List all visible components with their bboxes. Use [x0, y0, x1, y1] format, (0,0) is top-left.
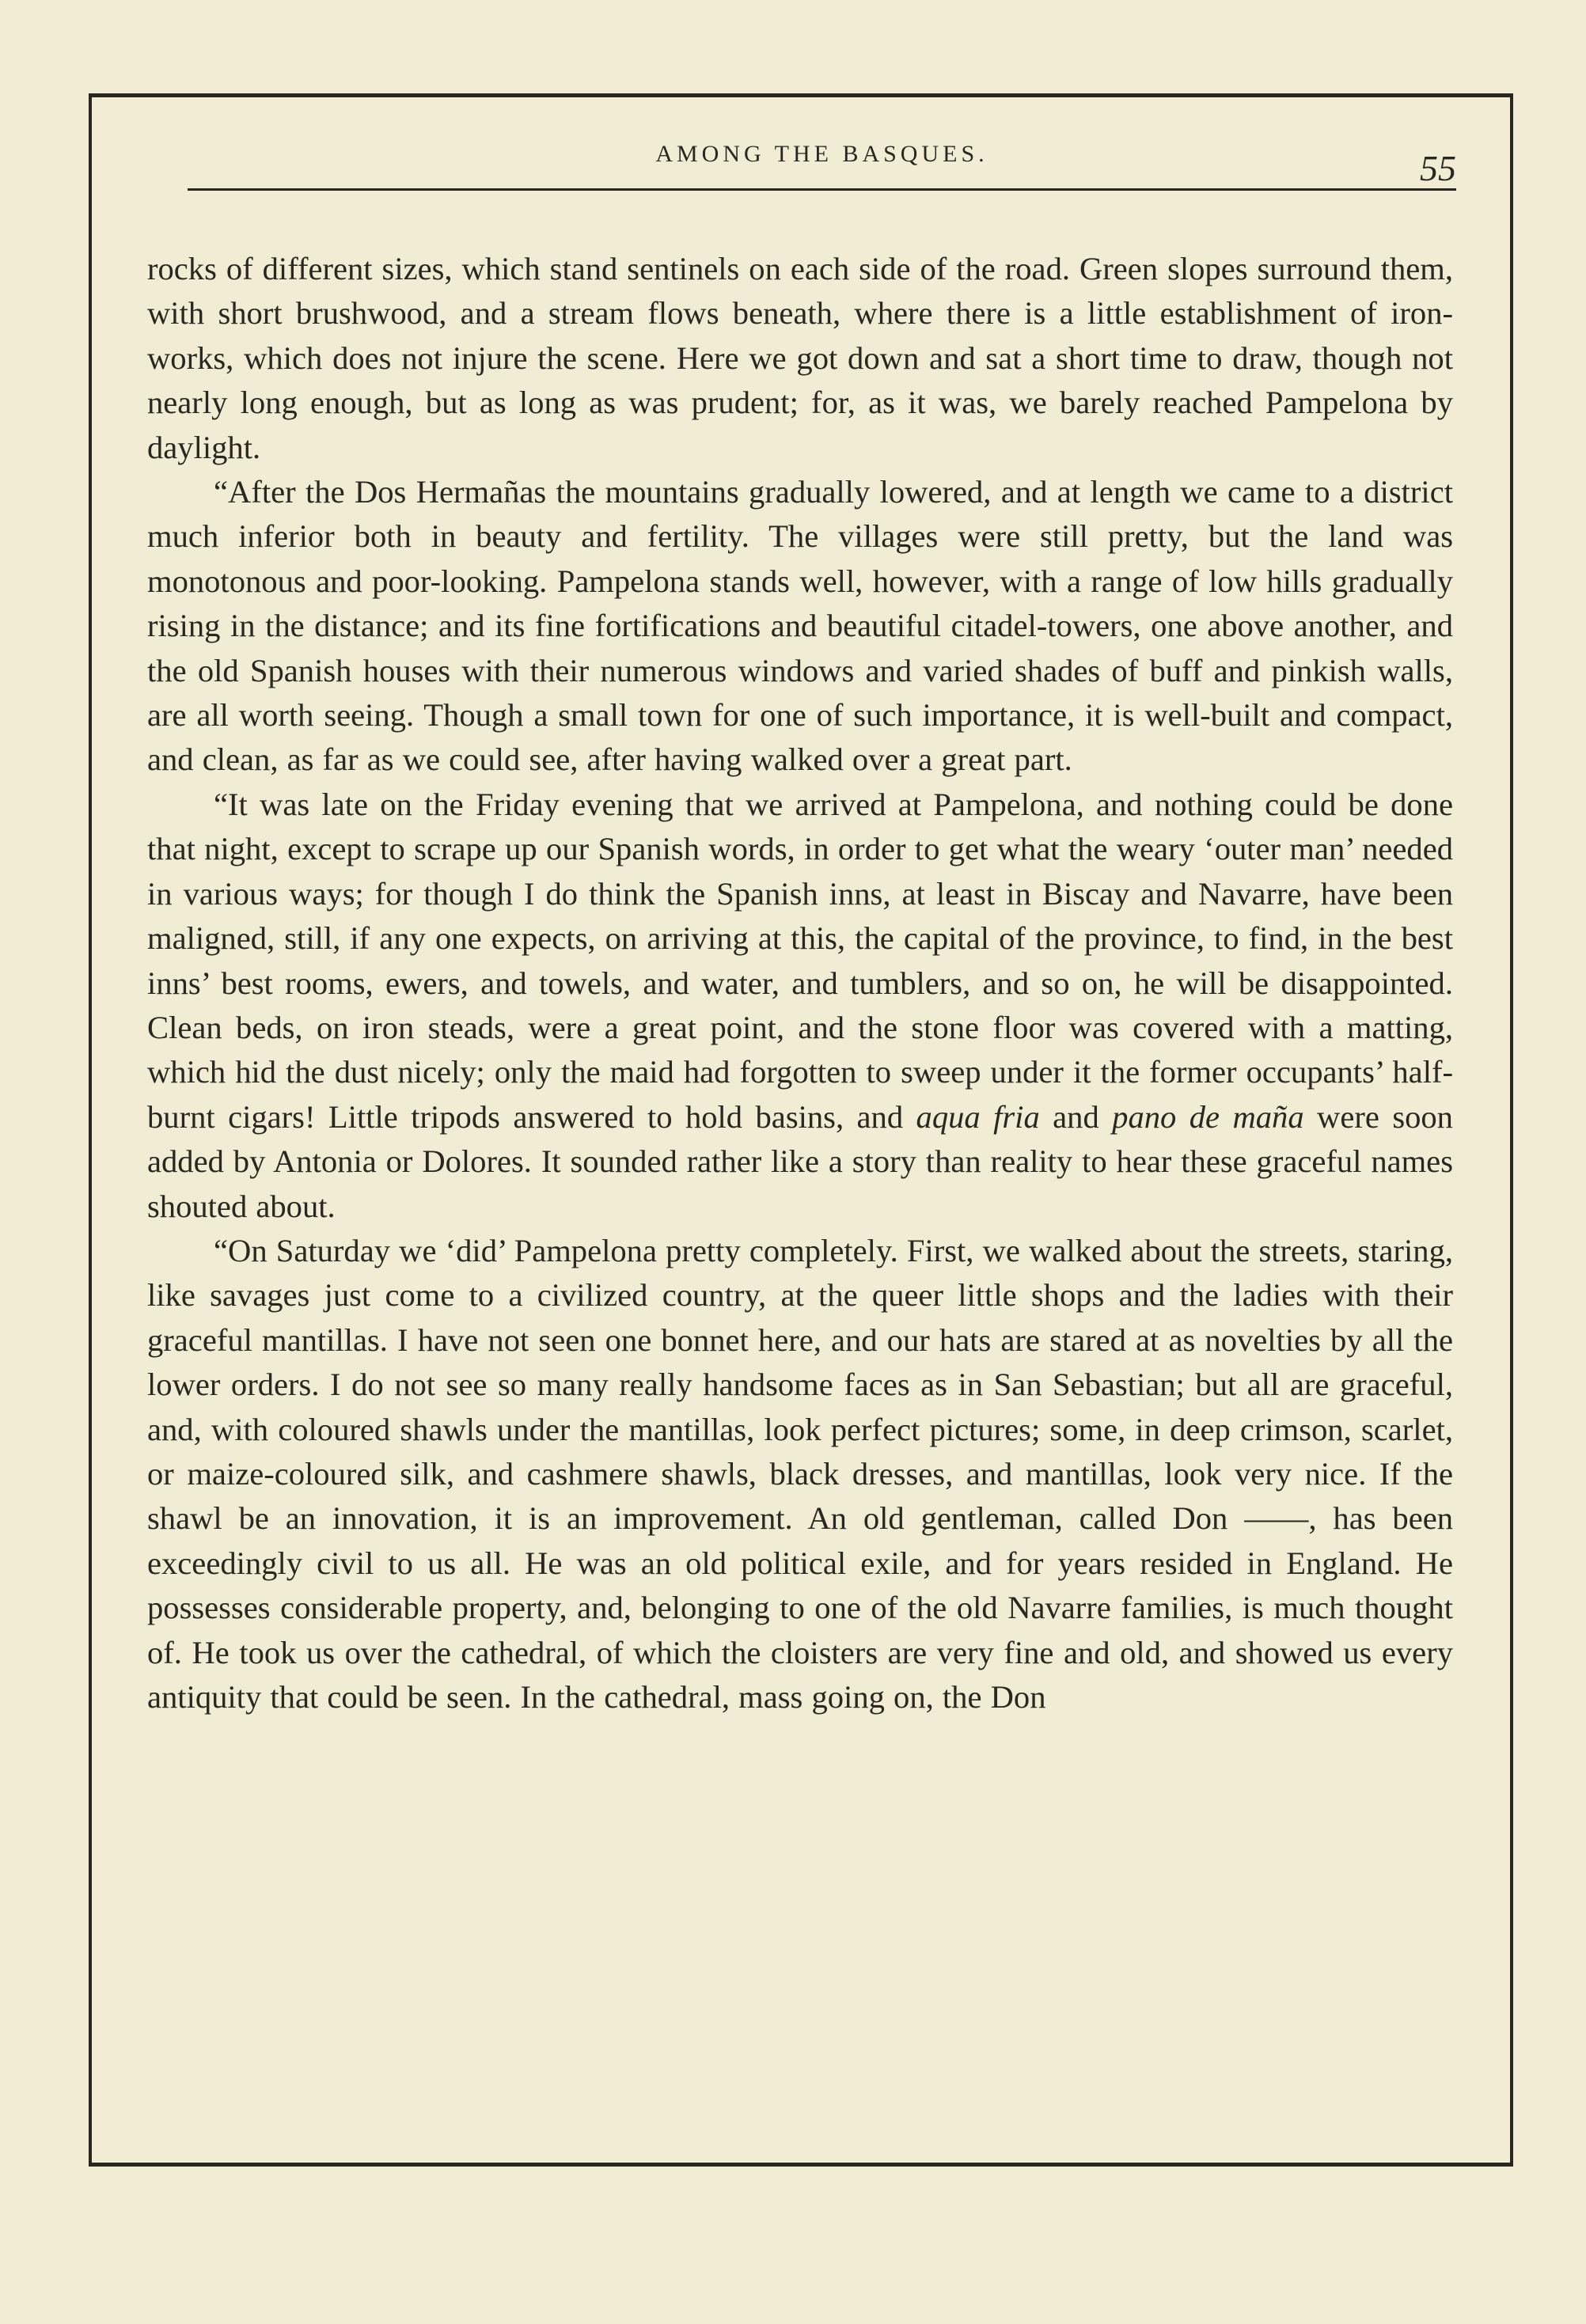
running-title: AMONG THE BASQUES.	[655, 141, 988, 167]
header-rule	[188, 188, 1456, 191]
paragraph-3	[147, 783, 1453, 1229]
paragraph-3-text-c: were soon added by Antonia or Dolores. It sounded rather like a story than reality to hear these graceful names shouted about.	[147, 1098, 1453, 1224]
paragraph-1: rocks of different sizes, which stand sentinels on each side of the road. Green slopes surround them, with short brushwood, and a stream flows beneath, where there is a little establishment of iron-works, which does not injure the scene. Here we got down and sat a short time to draw, though not nearly long enough, but as long as was prudent; for, as it was, we barely reached Pampelona by daylight.	[147, 251, 1453, 465]
paragraph-3-text-b: and	[1039, 1098, 1113, 1135]
italic-phrase-aqua-fria: aqua fria	[916, 1098, 1040, 1135]
paragraph-3-text-a: “It was late on the Friday evening that we arrived at Pampelona, and nothing could be done that night, except to scrape up our Spanish words, in order to get what the weary ‘outer man’ needed in various ways; for though I do think the Spanish inns, at least in Biscay and Navarre, have been maligned, still, if any one expects, on arriving at this, the capital of the province, to find, in the best inns’ best rooms, ewers, and towels, and water, and tumblers, and so on, he will be disappointed. Clean beds, on iron steads, were a great point, and the stone floor was covered with a matting, which hid the dust nicely; only the maid had forgotten to sweep under it the former occupants’ half-burnt cigars! Little tripods answered to hold basins, and	[147, 786, 1453, 1135]
page-number: 55	[1420, 148, 1456, 188]
paragraph-4: “On Saturday we ‘did’ Pampelona pretty completely. First, we walked about the streets, staring, like savages just come to a civilized country, at the queer little shops and the ladies with their graceful mantillas. I have not seen one bonnet here, and our hats are stared at as novelties by all the lower orders. I do not see so many really handsome faces as in San Sebastian; but all are graceful, and, with coloured shawls under the mantillas, look perfect pictures; some, in deep crimson, scarlet, or maize-coloured silk, and cashmere shawls, black dresses, and mantillas, look very nice. If the shawl be an innovation, it is an improvement. An old gentleman, called Don ——, has been exceedingly civil to us all. He was an old political exile, and for years resided in England. He possesses considerable property, and, belonging to one of the old Navarre families, is much thought of. He took us over the cathedral, of which the cloisters are very fine and old, and showed us every antiquity that could be seen. In the cathedral, mass going on, the Don	[147, 1232, 1453, 1715]
italic-phrase-pano-de-mana: pano de maña	[1112, 1098, 1304, 1135]
paragraph-2: “After the Dos Hermañas the mountains gradually lowered, and at length we came to a district much inferior both in beauty and fertility. The villages were still pretty, but the land was monotonous and poor-looking. Pampelona stands well, however, with a range of low hills gradually rising in the distance; and its fine fortifications and beautiful citadel-towers, one above another, and the old Spanish houses with their numerous windows and varied shades of buff and pinkish walls, are all worth seeing. Though a small town for one of such importance, it is well-built and compact, and clean, as far as we could see, after having walked over a great part.	[147, 474, 1453, 778]
body-text	[147, 247, 1453, 1719]
